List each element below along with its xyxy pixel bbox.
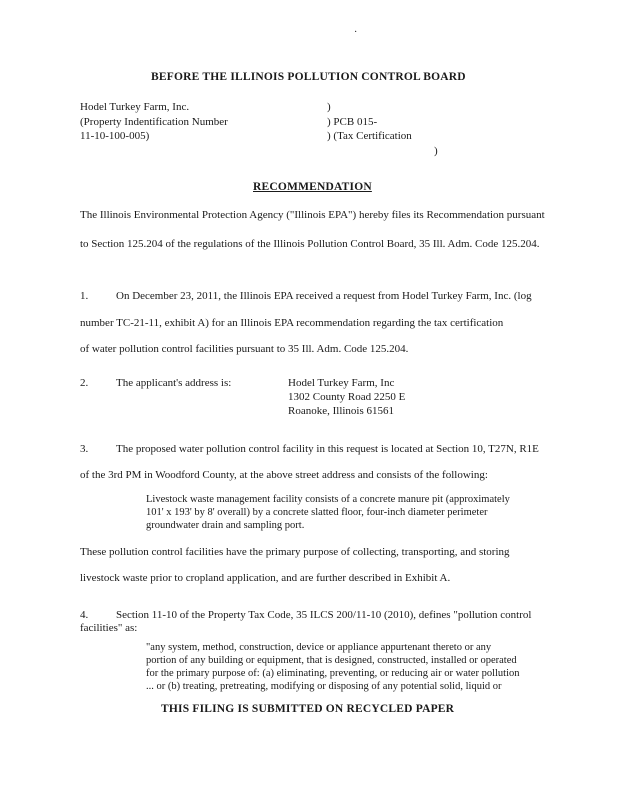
case-type: ) (Tax Certification <box>327 130 412 142</box>
quote-line: for the primary purpose of: (a) eliminating, preventing, or reducing air or water pollution <box>146 668 520 679</box>
intro-line: The Illinois Environmental Protection Agency ("Illinois EPA") hereby files its Recommendation pursuant <box>80 209 545 221</box>
paragraph-line: On December 23, 2011, the Illinois EPA received a request from Hodel Turkey Farm, Inc. (log <box>116 290 532 302</box>
address-line: Roanoke, Illinois 61561 <box>288 405 395 417</box>
caption-party-line: (Property Indentification Number <box>80 116 228 128</box>
paragraph-number: 3. <box>80 443 89 455</box>
scan-mark: · <box>354 27 358 38</box>
address-label: The applicant's address is: <box>116 377 232 389</box>
intro-line: to Section 125.204 of the regulations of the Illinois Pollution Control Board, 35 Ill. Adm. Code 125.204. <box>80 238 540 250</box>
paragraph-number: 2. <box>80 377 89 389</box>
recommendation-heading: RECOMMENDATION <box>253 181 372 193</box>
paragraph-line: livestock waste prior to cropland application, and are further described in Exhibit A. <box>80 572 451 584</box>
paragraph-line: Section 11-10 of the Property Tax Code, 35 ILCS 200/11-10 (2010), defines "pollution control <box>116 609 532 621</box>
quote-line: ... or (b) treating, pretreating, modifying or disposing of any potential solid, liquid or <box>146 681 502 692</box>
paragraph-line: of the 3rd PM in Woodford County, at the above street address and consists of the following: <box>80 469 488 481</box>
paragraph-line: number TC-21-11, exhibit A) for an Illinois EPA recommendation regarding the tax certification <box>80 317 504 329</box>
quote-line: Livestock waste management facility consists of a concrete manure pit (approximately <box>146 494 510 505</box>
quote-line: portion of any building or equipment, that is designed, constructed, installed or operated <box>146 655 517 666</box>
quote-line: 101' x 193' by 8' overall) by a concrete slatted floor, four-inch diameter perimeter <box>146 507 488 518</box>
address-line: Hodel Turkey Farm, Inc <box>288 377 395 389</box>
recycled-paper-footer: THIS FILING IS SUBMITTED ON RECYCLED PAPER <box>161 703 455 715</box>
paragraph-line: The proposed water pollution control facility in this request is located at Section 10, T27N, R1E <box>116 443 539 455</box>
quote-line: "any system, method, construction, device or appliance appurtenant thereto or any <box>146 642 492 653</box>
caption-party-line: Hodel Turkey Farm, Inc. <box>80 101 190 113</box>
case-number: ) PCB 015- <box>327 116 378 128</box>
paragraph-number: 4. <box>80 609 89 621</box>
caption-bracket: ) <box>327 101 331 113</box>
paragraph-line: of water pollution control facilities pursuant to 35 Ill. Adm. Code 125.204. <box>80 343 409 355</box>
address-line: 1302 County Road 2250 E <box>288 391 406 403</box>
caption-bracket: ) <box>434 145 438 157</box>
paragraph-number: 1. <box>80 290 89 302</box>
paragraph-line: facilities" as: <box>80 622 138 634</box>
quote-line: groundwater drain and sampling port. <box>146 520 305 531</box>
page-title: BEFORE THE ILLINOIS POLLUTION CONTROL BOARD <box>151 71 466 83</box>
paragraph-line: These pollution control facilities have the primary purpose of collecting, transporting, and storing <box>80 546 510 558</box>
caption-party-line: 11-10-100-005) <box>80 130 150 142</box>
